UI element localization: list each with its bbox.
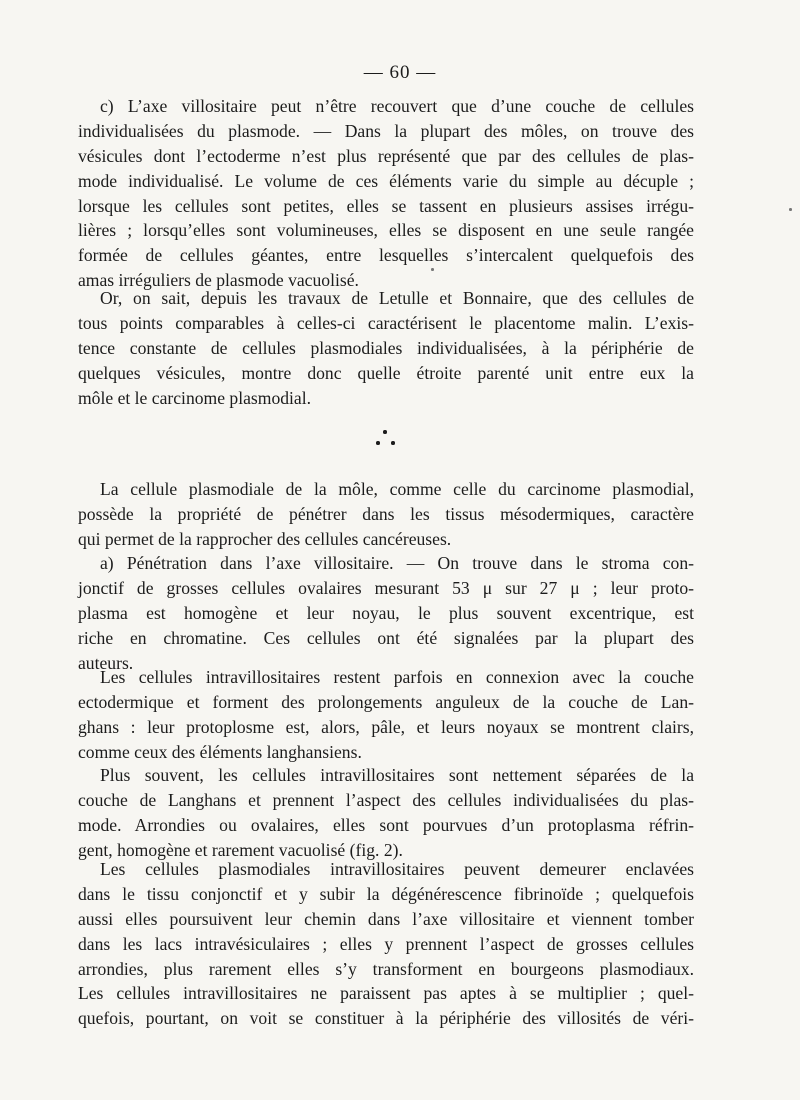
text-line: dans le tissu conjonctif et y subir la dégénérescence fibrinoïde ; quelquefois [78,883,694,904]
text-line: quefois, pourtant, on voit se constituer à la périphérie des villosités de véri- [78,1008,694,1029]
text-line: mode individualisé. Le volume de ces éléments varie du simple au décuple ; [78,170,694,191]
text-line: ectodermique et forment des prolongements anguleux de la couche de Lan- [78,691,694,712]
paragraph-plus-souvent [78,763,694,863]
text-line: plasma est homogène et leur noyau, le plus souvent excentrique, est [78,602,694,623]
text-line: tence constante de cellules plasmodiales individualisées, à la périphérie de [78,337,694,358]
text-line: Les cellules intravillositaires ne paraissent pas aptes à se multiplier ; quel- [78,983,694,1004]
text-line: c) L’axe villositaire peut n’être recouvert que d’une couche de cellules [100,96,694,116]
text-line: arrondies, plus rarement elles s’y transforment en bourgeons plasmodiaux. [78,958,694,979]
paragraph-cellules-enclavees [78,857,694,1031]
section-a-penetration [78,551,694,675]
text-line: aussi elles poursuivent leur chemin dans l’axe villositaire et viennent tomber [78,908,694,929]
text-line: Les cellules intravillositaires restent parfois en connexion avec la couche [100,667,694,687]
text-line: lorsque les cellules sont petites, elles se tassent en plusieurs assises irrégu- [78,195,694,216]
section-separator-asterism [366,427,406,451]
text-line: Plus souvent, les cellules intravillositaires sont nettement séparées de la [100,765,694,785]
text-line: Or, on sait, depuis les travaux de Letulle et Bonnaire, que des cellules de [100,288,694,308]
text-line: amas irréguliers de plasmode vacuolisé. [78,270,359,291]
text-line: possède la propriété de pénétrer dans les tissus mésodermiques, caractère [78,503,694,524]
text-line: riche en chromatine. Ces cellules ont été signalées par la plupart des [78,627,694,648]
text-line: môle et le carcinome plasmodial. [78,387,312,408]
text-line: ghans : leur protoplosme est, alors, pâle, et leurs noyaux se montrent clairs, [78,716,694,737]
text-line: lières ; lorsqu’elles sont volumineuses, elles se disposent en une seule rangée [78,220,694,241]
text-line: couche de Langhans et prennent l’aspect des cellules individualisées du plas- [78,789,694,810]
text-line: a) Pénétration dans l’axe villositaire. — On trouve dans le stroma con- [100,553,694,573]
paragraph-letulle-bonnaire [78,286,694,410]
paper-speck [431,268,434,271]
page-number: — 60 — [363,62,437,83]
text-line: qui permet de la rapprocher des cellules cancéreuses. [78,528,452,549]
text-line: individualisées du plasmode. — Dans la plupart des môles, on trouve des [78,120,694,141]
text-line: mode. Arrondies ou ovalaires, elles sont pourvues d’un protoplasma réfrin- [78,814,694,835]
text-line: gent, homogène et rarement vacuolisé (fig. 2). [78,839,403,860]
text-line: La cellule plasmodiale de la môle, comme celle du carcinome plasmodial, [100,479,694,499]
text-line: formée de cellules géantes, entre lesquelles s’intercalent quelquefois des [78,245,694,266]
text-line: vésicules dont l’ectoderme n’est plus représenté que par des cellules de plas- [78,145,694,166]
text-line: quelques vésicules, montre donc quelle étroite parenté unit entre eux la [78,362,694,383]
paper-speck [789,208,792,211]
text-line: jonctif de grosses cellules ovalaires mesurant 53 μ sur 27 μ ; leur proto- [78,577,694,598]
paragraph-intravillositaires-connexion [78,665,694,765]
section-c-axe-villositaire [78,94,694,293]
text-line: tous points comparables à celles-ci caractérisent le placentome malin. L’exis- [78,312,694,333]
text-line: auteurs. [78,652,134,673]
paragraph-cellule-plasmodiale [78,477,694,552]
text-line: comme ceux des éléments langhansiens. [78,741,362,762]
text-line: dans les lacs intravésiculaires ; elles y prennent l’aspect de grosses cellules [78,933,694,954]
text-line: Les cellules plasmodiales intravillositaires peuvent demeurer enclavées [100,859,694,879]
